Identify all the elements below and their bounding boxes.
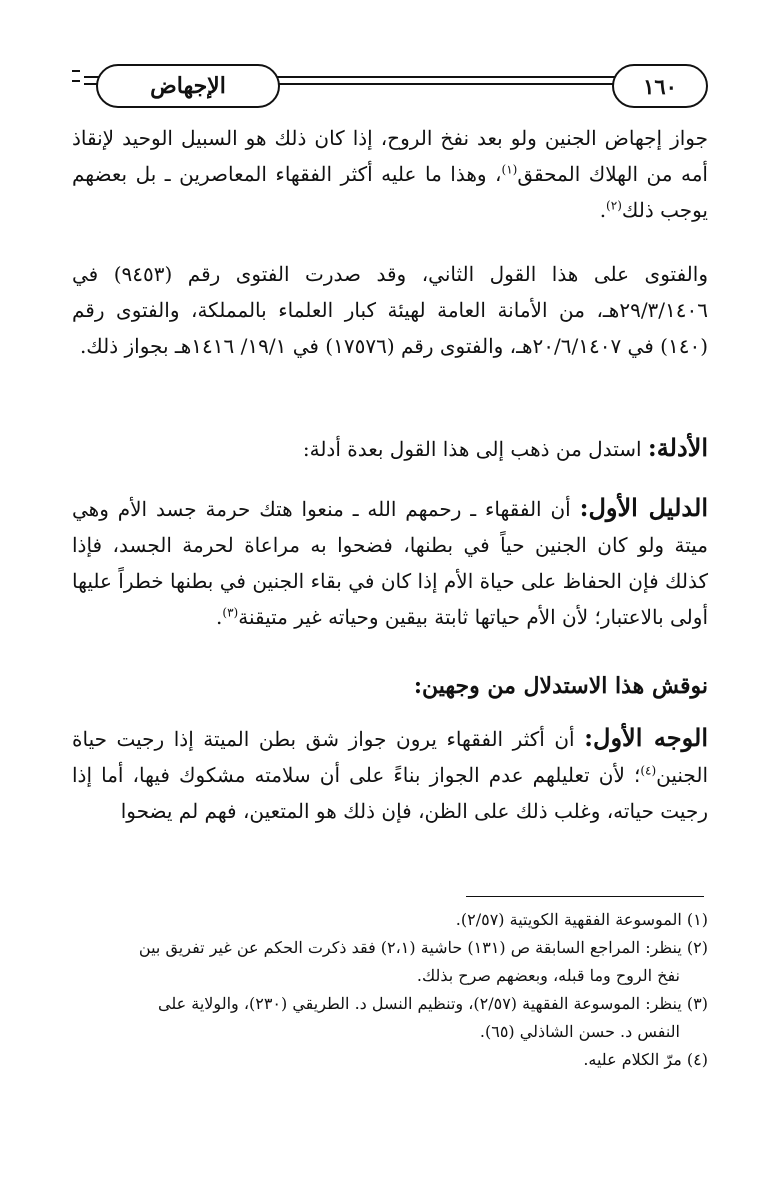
p4-text: أن الفقهاء ـ رحمهم الله ـ منعوا هتك حرمة جسد الأم وهي ميتة ولو كان الجنين حياً في بطنها، فضحوا به مراعاة لحرمة الجسد، فإذا كذلك فإن الحفاظ على حياة الأم إذا كان في بقاء الجنين في بطنها خطراً عليها أولى بالاعتبار؛ لأن الأم حياتها ثابتة بيقين وحياته غير متيقنة — [72, 497, 708, 629]
footnote-4: (٤) مرّ الكلام عليه. — [583, 1050, 708, 1069]
p6-text-a: أن أكثر الفقهاء يرون جواز شق بطن الميتة إذا رجيت حياة الجنين — [72, 727, 708, 787]
first-evidence-label: الدليل الأول: — [579, 493, 708, 522]
footnote-separator — [466, 896, 704, 897]
paragraph-5 — [72, 668, 708, 704]
paragraph-2 — [72, 256, 708, 364]
p6-text-b: ؛ لأن تعليلهم عدم الجواز بناءً على أن سلامته مشكوك فيها، أما إذا رجيت حياته، وغلب ذلك على الظن، فإن ذلك هو المتعين، فهم لم يضحوا — [72, 763, 708, 823]
footnotes — [72, 906, 708, 1074]
footnote-3: (٣) ينظر: الموسوعة الفقهية (٢/٥٧)، وتنظيم النسل د. الطريقي (٢٣٠)، والولاية على — [158, 994, 708, 1013]
footnote-ref-1: (١) — [501, 162, 518, 177]
p1-text: جواز إجهاض الجنين ولو بعد نفخ الروح، إذا كان ذلك هو السبيل الوحيد لإنقاذ أمه من الهلاك المحقق — [72, 126, 708, 186]
footnote-ref-4: (٤) — [640, 763, 657, 778]
p1-end: . — [599, 198, 607, 222]
page-header — [58, 60, 708, 118]
chapter-title: الإجهاض — [96, 64, 280, 108]
p4-end: . — [216, 605, 223, 629]
footnote-1: (١) الموسوعة الفقهية الكويتية (٢/٥٧). — [455, 910, 708, 929]
paragraph-1 — [72, 120, 708, 228]
footnote-3-cont: النفس د. حسن الشاذلي (٦٥). — [479, 1022, 680, 1041]
paragraph-6 — [72, 720, 708, 829]
footnote-2-cont: نفخ الروح وما قبله، وبعضهم صرح بذلك. — [416, 966, 680, 985]
header-ornament — [72, 70, 80, 92]
paragraph-4 — [72, 490, 708, 635]
p2-text: والفتوى على هذا القول الثاني، وقد صدرت الفتوى رقم (٩٤٥٣) في ٢٩/٣/١٤٠٦هـ، من الأمانة العامة لهيئة كبار العلماء بالمملكة، والفتوى رقم (١٤٠) في ٢٠/٦/١٤٠٧هـ، والفتوى رقم (١٧٥٧٦) في ١٩/١/ ١٤١٦هـ بجواز ذلك. — [72, 262, 708, 358]
footnote-ref-3: (٣) — [222, 605, 239, 620]
paragraph-3 — [72, 430, 708, 467]
page-number: ١٦٠ — [612, 64, 708, 108]
footnote-ref-2: (٢) — [606, 198, 622, 213]
discussion-heading: نوقش هذا الاستدلال من وجهين: — [413, 673, 708, 699]
evidence-label: الأدلة: — [647, 433, 708, 462]
footnote-2: (٢) ينظر: المراجع السابقة ص (١٣١) حاشية (٢،١) فقد ذكرت الحكم عن غير تفريق بين — [138, 938, 708, 957]
p3-text: استدل من ذهب إلى هذا القول بعدة أدلة: — [302, 437, 648, 461]
p1-text-b: ، وهذا ما عليه أكثر الفقهاء المعاصرين ـ بل بعضهم يوجب ذلك — [72, 162, 708, 222]
first-aspect-label: الوجه الأول: — [584, 723, 709, 752]
